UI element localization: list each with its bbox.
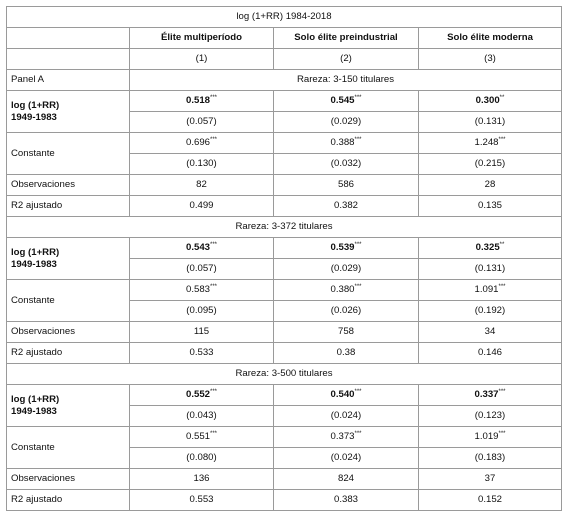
coefficient-cell <box>419 385 562 406</box>
row-label <box>7 427 130 469</box>
r2-cell: 0.383 <box>274 490 419 511</box>
standard-error-cell: (0.043) <box>130 406 274 427</box>
coefficient-value: 0.380 <box>330 284 355 295</box>
significance-stars: *** <box>354 137 362 143</box>
column-header-row <box>7 28 562 49</box>
coefficient-value: 0.388 <box>330 137 355 148</box>
coefficient-value: 0.552 <box>185 389 210 400</box>
coefficient-row <box>7 133 562 154</box>
column-number-row <box>7 49 562 70</box>
coefficient-cell <box>419 133 562 154</box>
significance-stars: *** <box>210 431 218 437</box>
observations-cell: 136 <box>130 469 274 490</box>
coefficient-cell <box>419 238 562 259</box>
significance-stars: *** <box>354 242 362 248</box>
row-label-line-2: 1949-1983 <box>11 111 57 123</box>
standard-error-cell: (0.026) <box>274 301 419 322</box>
coefficient-cell <box>419 91 562 112</box>
significance-stars: ** <box>499 242 505 248</box>
observations-cell: 115 <box>130 322 274 343</box>
significance-stars: *** <box>354 284 362 290</box>
column-header-3: Solo élite moderna <box>419 28 562 49</box>
coefficient-value: 0.325 <box>475 242 500 253</box>
standard-error-cell: (0.080) <box>130 448 274 469</box>
coefficient-row <box>7 427 562 448</box>
table-title: log (1+RR) 1984-2018 <box>7 7 562 28</box>
r2-cell: 0.135 <box>419 196 562 217</box>
significance-stars: *** <box>354 431 362 437</box>
coefficient-cell <box>419 280 562 301</box>
section-header-row <box>7 70 562 91</box>
significance-stars: *** <box>354 95 362 101</box>
column-number-1: (1) <box>130 49 274 70</box>
row-label-line-1: Constante <box>11 294 55 306</box>
empty-number-cell <box>7 49 130 70</box>
standard-error-cell: (0.183) <box>419 448 562 469</box>
coefficient-value: 0.300 <box>475 95 500 106</box>
significance-stars: *** <box>210 284 218 290</box>
significance-stars: *** <box>498 431 506 437</box>
observations-cell: 37 <box>419 469 562 490</box>
r2-cell: 0.38 <box>274 343 419 364</box>
coefficient-row <box>7 238 562 259</box>
coefficient-cell <box>130 91 274 112</box>
row-label-line-1: log (1+RR) <box>11 393 60 405</box>
coefficient-row <box>7 385 562 406</box>
observations-cell: 28 <box>419 175 562 196</box>
standard-error-cell: (0.024) <box>274 406 419 427</box>
empty-header-cell <box>7 28 130 49</box>
coefficient-row <box>7 91 562 112</box>
column-number-2: (2) <box>274 49 419 70</box>
regression-table-body <box>7 7 562 511</box>
regression-table <box>6 6 562 511</box>
r2-cell: 0.499 <box>130 196 274 217</box>
coefficient-cell <box>274 385 419 406</box>
row-label-line-1: log (1+RR) <box>11 246 60 258</box>
r2-label: R2 ajustado <box>7 196 130 217</box>
standard-error-cell: (0.095) <box>130 301 274 322</box>
significance-stars: *** <box>210 389 218 395</box>
r2-row <box>7 343 562 364</box>
coefficient-value: 0.539 <box>330 242 355 253</box>
standard-error-cell: (0.057) <box>130 259 274 280</box>
section-title: Rareza: 3-372 titulares <box>7 217 562 238</box>
panel-label: Panel A <box>7 70 130 91</box>
coefficient-value: 0.696 <box>185 137 210 148</box>
observations-label: Observaciones <box>7 469 130 490</box>
observations-cell: 34 <box>419 322 562 343</box>
standard-error-cell: (0.057) <box>130 112 274 133</box>
significance-stars: ** <box>499 95 505 101</box>
section-title: Rareza: 3-500 titulares <box>7 364 562 385</box>
significance-stars: *** <box>210 95 218 101</box>
coefficient-cell <box>130 133 274 154</box>
coefficient-value: 0.545 <box>330 95 355 106</box>
standard-error-cell: (0.029) <box>274 259 419 280</box>
standard-error-cell: (0.192) <box>419 301 562 322</box>
column-header-1: Élite multiperíodo <box>130 28 274 49</box>
section-header-row <box>7 364 562 385</box>
significance-stars: *** <box>210 242 218 248</box>
significance-stars: *** <box>210 137 218 143</box>
observations-cell: 82 <box>130 175 274 196</box>
row-label <box>7 91 130 133</box>
r2-label: R2 ajustado <box>7 490 130 511</box>
title-row <box>7 7 562 28</box>
coefficient-cell <box>130 427 274 448</box>
coefficient-value: 1.091 <box>474 284 499 295</box>
standard-error-cell: (0.215) <box>419 154 562 175</box>
standard-error-cell: (0.130) <box>130 154 274 175</box>
significance-stars: *** <box>498 284 506 290</box>
observations-cell: 824 <box>274 469 419 490</box>
coefficient-cell <box>274 133 419 154</box>
row-label <box>7 280 130 322</box>
significance-stars: *** <box>354 389 362 395</box>
row-label <box>7 133 130 175</box>
coefficient-cell <box>130 385 274 406</box>
r2-cell: 0.382 <box>274 196 419 217</box>
r2-cell: 0.146 <box>419 343 562 364</box>
observations-cell: 758 <box>274 322 419 343</box>
row-label-line-1: Constante <box>11 441 55 453</box>
row-label-line-1: Constante <box>11 147 55 159</box>
standard-error-cell: (0.131) <box>419 112 562 133</box>
observations-cell: 586 <box>274 175 419 196</box>
section-title: Rareza: 3-150 titulares <box>130 70 562 91</box>
section-header-row <box>7 217 562 238</box>
significance-stars: *** <box>498 137 506 143</box>
coefficient-row <box>7 280 562 301</box>
standard-error-cell: (0.024) <box>274 448 419 469</box>
coefficient-cell <box>274 91 419 112</box>
standard-error-cell: (0.029) <box>274 112 419 133</box>
coefficient-cell <box>130 238 274 259</box>
coefficient-value: 0.373 <box>330 431 355 442</box>
r2-row <box>7 196 562 217</box>
r2-label: R2 ajustado <box>7 343 130 364</box>
coefficient-value: 0.337 <box>474 389 499 400</box>
r2-cell: 0.553 <box>130 490 274 511</box>
row-label <box>7 238 130 280</box>
row-label-line-1: log (1+RR) <box>11 99 60 111</box>
observations-row <box>7 469 562 490</box>
standard-error-cell: (0.123) <box>419 406 562 427</box>
coefficient-cell <box>419 427 562 448</box>
row-label-line-2: 1949-1983 <box>11 258 57 270</box>
coefficient-cell <box>274 238 419 259</box>
coefficient-value: 1.248 <box>474 137 499 148</box>
row-label-line-2: 1949-1983 <box>11 405 57 417</box>
observations-label: Observaciones <box>7 175 130 196</box>
coefficient-value: 0.551 <box>185 431 210 442</box>
standard-error-cell: (0.131) <box>419 259 562 280</box>
observations-label: Observaciones <box>7 322 130 343</box>
r2-cell: 0.533 <box>130 343 274 364</box>
coefficient-value: 0.583 <box>185 284 210 295</box>
observations-row <box>7 322 562 343</box>
coefficient-cell <box>274 427 419 448</box>
observations-row <box>7 175 562 196</box>
significance-stars: *** <box>498 389 506 395</box>
coefficient-cell <box>130 280 274 301</box>
standard-error-cell: (0.032) <box>274 154 419 175</box>
r2-cell: 0.152 <box>419 490 562 511</box>
r2-row <box>7 490 562 511</box>
coefficient-value: 0.540 <box>330 389 355 400</box>
coefficient-value: 0.543 <box>185 242 210 253</box>
column-number-3: (3) <box>419 49 562 70</box>
coefficient-value: 1.019 <box>474 431 499 442</box>
row-label <box>7 385 130 427</box>
column-header-2: Solo élite preindustrial <box>274 28 419 49</box>
coefficient-value: 0.518 <box>185 95 210 106</box>
coefficient-cell <box>274 280 419 301</box>
